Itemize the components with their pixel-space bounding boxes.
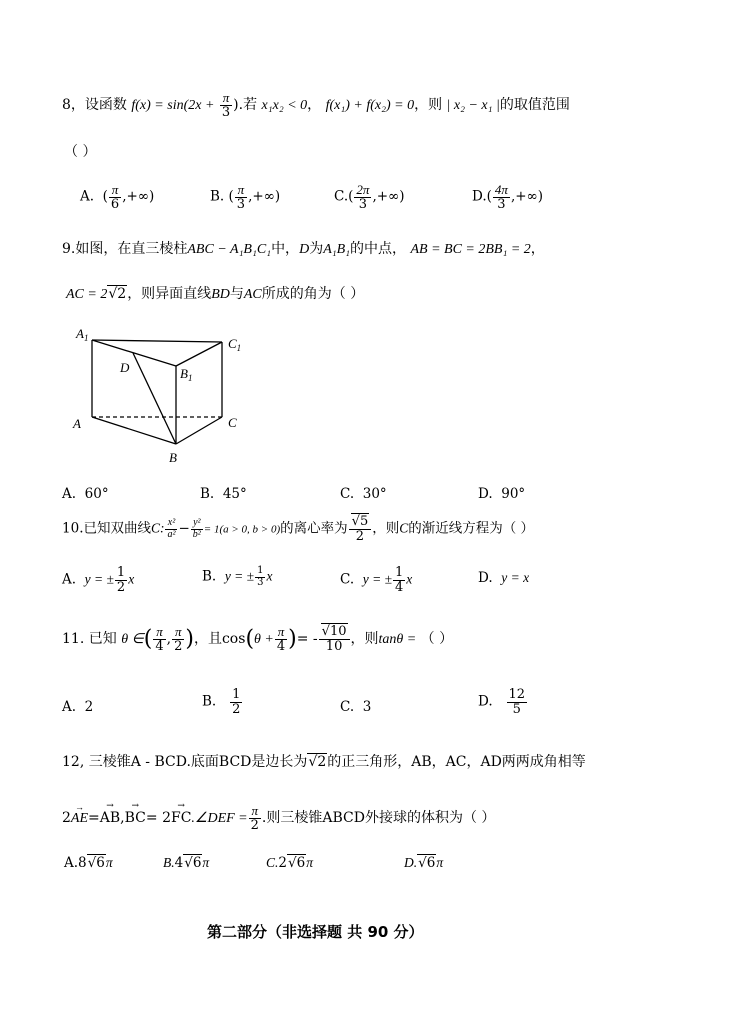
- q8-option-d[interactable]: D.( $\frac{4\pi}{3}$ ,+∞): [472, 182, 544, 212]
- edge-a-b: [92, 417, 176, 444]
- q12-option-c[interactable]: C.2√6π: [266, 855, 313, 871]
- q10-stem: 10.已知双曲线C: $\frac{\text{x²}}{\text{a²}}$ − $\frac{\text{y²}}{\text{b²}}$ = 1(a > 0, b > 0)的离心率为 $\frac{√5}{2}$ ，则C的渐近线方程为（ ）: [62, 514, 535, 544]
- q12-option-d[interactable]: D.√6π: [404, 855, 444, 871]
- q12-stem-line2: 2→ AE=→ AB,→ BC= 2→ FC.∠DEF = $\frac{\pi}{2}$ .则三棱锥ABCD外接球的体积为（ ）: [62, 804, 495, 832]
- q9-option-b[interactable]: B. 45°: [200, 486, 247, 502]
- q8-answer-paren: （ ）: [64, 144, 97, 160]
- q12-option-a[interactable]: A.8√6π: [64, 855, 113, 871]
- label-b1: $B_1$: [180, 366, 193, 383]
- q8-option-b[interactable]: B. ( $\frac{\pi}{3}$ ,+∞): [210, 182, 281, 212]
- q9-stem-line2: AC = 2√2，则异面直线BD与AC所成的角为（ ）: [66, 286, 365, 302]
- q9-option-c[interactable]: C. 30°: [340, 486, 387, 502]
- part2-heading: 第二部分（非选择题 共 90 分）: [207, 923, 424, 941]
- label-d: D: [120, 360, 130, 375]
- q9-stem: 9.如图，在直三棱柱ABC − A₁B₁C₁中，D为A₁B₁的中点， AB = BC = 2BB₁ = 2，: [62, 241, 545, 257]
- q11-option-b[interactable]: B. $\frac{1}{2}$: [202, 687, 241, 717]
- q11-option-c[interactable]: C. 3: [340, 699, 372, 715]
- segment-bd: [133, 353, 176, 444]
- q10-option-b[interactable]: B. y = ± $\frac{1}{3}$ x: [202, 565, 273, 588]
- q11-option-d[interactable]: D. $\frac{12}{5}$: [478, 687, 526, 717]
- edge-b-c: [176, 417, 222, 444]
- edge-a1-c1: [92, 340, 222, 342]
- q12-option-b[interactable]: B.4√6π: [163, 855, 210, 871]
- q8-stem: 8，设函数 f(x) = sin(2x + $\frac{\pi}{3}$ ).若 x₁x₂ < 0， f(x₁) + f(x₂) = 0，则 | x₂ − x₁ |的取值范围: [62, 90, 570, 120]
- edge-a1-b1: [92, 340, 176, 366]
- label-a: A: [73, 416, 81, 431]
- q8-option-c[interactable]: C.( $\frac{2\pi}{3}$ ,+∞): [334, 182, 405, 212]
- label-a1: $A_1$: [76, 326, 89, 343]
- q10-option-d[interactable]: D. y = x: [478, 570, 530, 586]
- q10-option-a[interactable]: A. y = ± $\frac{1}{2}$ x: [62, 565, 135, 595]
- q12-stem: 12, 三棱锥A - BCD.底面BCD是边长为√2的正三角形，AB，AC，AD两两成角相等: [62, 754, 586, 770]
- q10-option-c[interactable]: C. y = ± $\frac{1}{4}$ x: [340, 565, 413, 595]
- prism-figure: [60, 320, 260, 470]
- label-c: C: [228, 415, 237, 430]
- q11-option-a[interactable]: A. 2: [62, 699, 94, 715]
- q9-option-d[interactable]: D. 90°: [478, 486, 526, 502]
- label-b: B: [169, 450, 177, 465]
- q8-option-a[interactable]: A. ( $\frac{\pi}{6}$ ,+∞): [80, 182, 155, 212]
- q9-option-a[interactable]: A. 60°: [62, 486, 109, 502]
- edge-b1-c1: [176, 342, 222, 366]
- q11-stem: 11. 已知 θ ∈( $\frac{\pi}{4}$ , $\frac{\pi}{2}$ )，且cos(θ + $\frac{\pi}{4}$ )= - $\frac{√10}{10}$ ，则tanθ = （ ）: [62, 624, 454, 654]
- label-c1: $C_1$: [228, 336, 242, 353]
